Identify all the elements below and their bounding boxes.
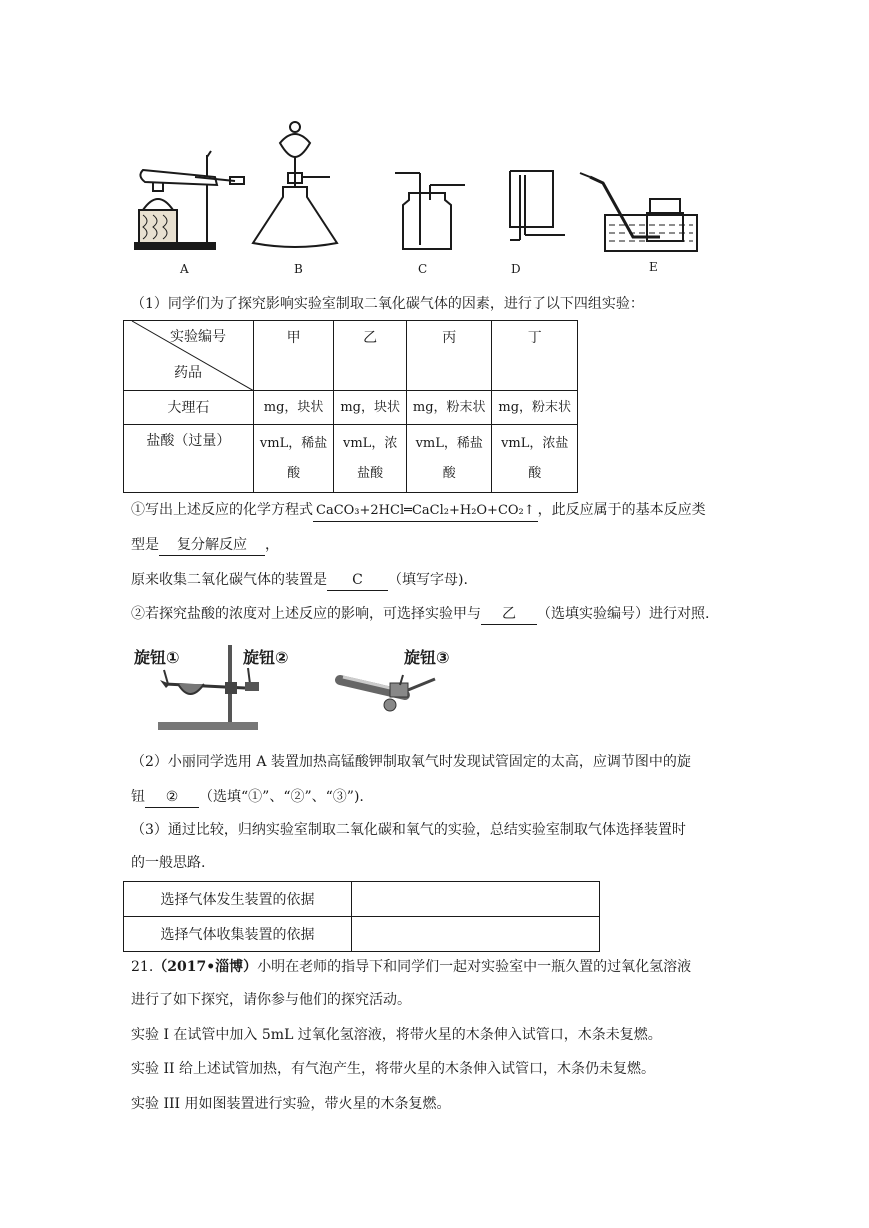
q21-line1-text: 小明在老师的指导下和同学们一起对实验室中一瓶久置的过氧化氢溶液: [257, 959, 692, 975]
table-cell: [253, 425, 334, 493]
corner-top-label: 实验编号: [170, 329, 226, 345]
q2-line2-suffix: （选填“①”、“②”、“③”).: [199, 789, 364, 805]
device-answer: C: [327, 570, 388, 591]
q3-line1: （3）通过比较，归纳实验室制取二氧化碳和氧气的实验，总结实验室制取气体选择装置时: [131, 822, 686, 838]
apparatus-label-a: A: [180, 262, 189, 276]
cell-line: vmL，稀盐: [259, 435, 328, 451]
knob-label-2: 旋钮②: [243, 648, 289, 667]
q1-1-line3: [131, 570, 468, 591]
selection-basis-table: [123, 881, 600, 952]
knob-label-3: 旋钮③: [404, 648, 450, 667]
apparatus-figure: [125, 115, 705, 285]
experiment-choice-answer: 乙: [481, 604, 537, 625]
q1-1-line3-suffix: （填写字母).: [388, 572, 468, 588]
experiment-table: [123, 320, 578, 493]
q21-source: （2017•淄博）: [153, 959, 258, 975]
knob-label-1: 旋钮①: [134, 648, 180, 667]
experiment-3: 实验 III 用如图装置进行实验，带火星的木条复燃。: [131, 1096, 451, 1112]
basis-label: 选择气体收集装置的依据: [124, 917, 352, 952]
row-label: 大理石: [124, 391, 254, 425]
basis-label: 选择气体发生装置的依据: [124, 882, 352, 917]
q21-line2: 进行了如下探究，请你参与他们的探究活动。: [131, 992, 411, 1008]
q1-1-line2: [131, 535, 279, 556]
experiment-2: 实验 II 给上述试管加热，有气泡产生，将带火星的木条伸入试管口，木条仍未复燃。: [131, 1061, 655, 1077]
table-cell: [407, 425, 492, 493]
apparatus-d: [510, 171, 565, 240]
reaction-type-answer: 复分解反应: [159, 535, 265, 556]
q21-number: 21.: [131, 959, 154, 975]
column-header: 甲: [253, 321, 334, 391]
cell-line: vmL，浓盐: [501, 435, 569, 451]
apparatus-e: [580, 173, 697, 251]
apparatus-label-b: B: [294, 262, 303, 276]
knob-answer: ②: [145, 787, 199, 808]
cell-line: 盐酸: [357, 465, 384, 481]
cell-line: 酸: [442, 465, 456, 481]
q1-intro: （1）同学们为了探究影响实验室制取二氧化碳气体的因素，进行了以下四组实验：: [131, 296, 644, 312]
q2-line2: [131, 787, 364, 808]
cell-line: vmL，稀盐: [415, 435, 483, 451]
q1-1-line3-prefix: 原来收集二氧化碳气体的装置是: [131, 572, 327, 588]
column-header: 丁: [492, 321, 578, 391]
q1-1-line2-prefix: 型是: [131, 537, 159, 553]
q1-2-line: [131, 604, 709, 625]
q1-1-line1: [131, 500, 706, 522]
table-cell: [334, 425, 407, 493]
column-header: 乙: [334, 321, 407, 391]
apparatus-label-c: C: [418, 262, 428, 276]
row-label: 盐酸（过量）: [124, 425, 254, 493]
apparatus-label-d: D: [511, 262, 521, 276]
apparatus-c: [395, 173, 465, 249]
q2-line1: （2）小丽同学选用 A 装置加热高锰酸钾制取氧气时发现试管固定的太高，应调节图中的旋: [131, 754, 691, 770]
table-cell: mg，块状: [334, 391, 407, 425]
corner-bottom-label: 药品: [174, 365, 202, 381]
table-corner-cell: [124, 321, 254, 391]
q21-line1: [131, 957, 691, 977]
column-header: 丙: [407, 321, 492, 391]
cell-line: 酸: [528, 465, 542, 481]
equation-answer: CaCO₃+2HCl═CaCl₂+H₂O+CO₂↑: [313, 501, 538, 522]
basis-answer-cell: [352, 917, 600, 952]
q1-1-prefix: ①写出上述反应的化学方程式: [131, 502, 313, 518]
q1-1-suffix: ，此反应属于的基本反应类: [537, 502, 706, 518]
cell-line: vmL，浓: [343, 435, 398, 451]
q3-line2: 的一般思路.: [131, 855, 206, 871]
cell-line: 酸: [287, 465, 301, 481]
experiment-1: 实验 I 在试管中加入 5mL 过氧化氢溶液，将带火星的木条伸入试管口，木条未复燃。: [131, 1027, 662, 1043]
table-cell: mg，块状: [253, 391, 334, 425]
q2-line2-prefix: 钮: [131, 789, 145, 805]
table-cell: [492, 425, 578, 493]
apparatus-label-e: E: [649, 260, 658, 274]
table-cell: mg，粉末状: [492, 391, 578, 425]
basis-answer-cell: [352, 882, 600, 917]
tube-clamp-figure: [335, 665, 445, 720]
iron-stand-figure: [130, 640, 290, 745]
apparatus-b: [253, 122, 337, 247]
q1-2-suffix: （选填实验编号）进行对照.: [537, 606, 710, 622]
q1-1-line2-suffix: ，: [265, 537, 279, 553]
q1-2-prefix: ②若探究盐酸的浓度对上述反应的影响，可选择实验甲与: [131, 606, 481, 622]
apparatus-a: [135, 151, 244, 249]
table-cell: mg，粉末状: [407, 391, 492, 425]
